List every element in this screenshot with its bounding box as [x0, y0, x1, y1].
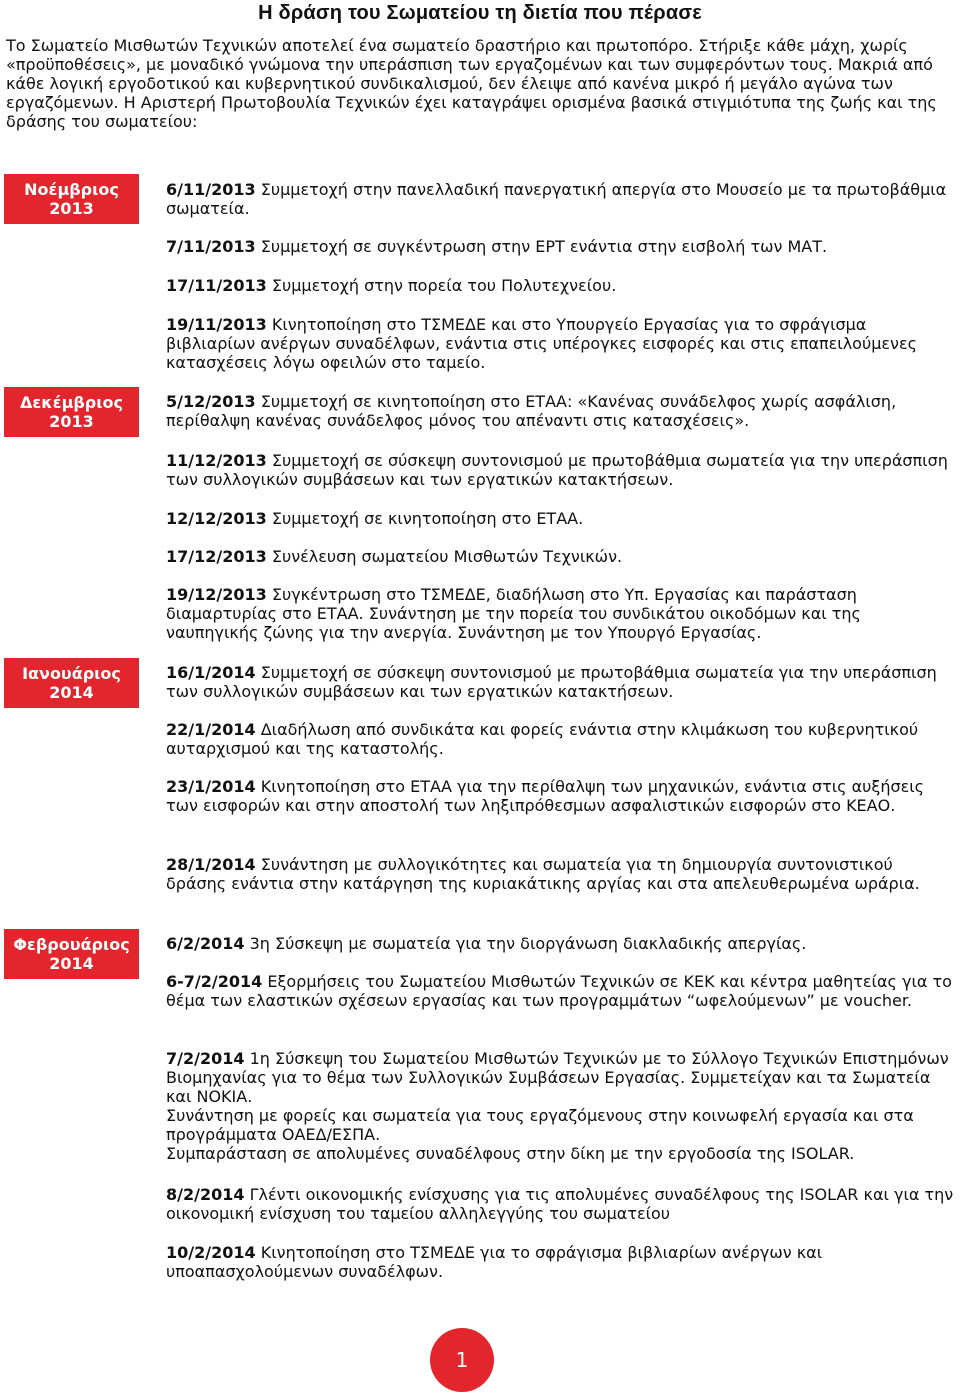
timeline-entry: [166, 855, 956, 893]
timeline-entry: [166, 1049, 956, 1163]
entry-text: Συμμετοχή σε κινητοποίηση στο ΕΤΑΑ.: [271, 509, 584, 528]
entry-date: 17/12/2013: [166, 547, 267, 566]
entry-date: 22/1/2014: [166, 720, 256, 739]
entry-text: Συγκέντρωση στο ΤΣΜΕΔΕ, διαδήλωση στο Υπ. Εργασίας και παράσταση διαμαρτυρίας στο ΕΤΑΑ. Συνάντηση με την πορεία του συνδικάτου οικοδόμων και της ναυπηγικής ζώνης για την ανεργία. Συνάντηση με τον Υπουργό Εργασίας.: [166, 585, 861, 642]
entry-date: 6/2/2014: [166, 934, 245, 953]
timeline-entry: [166, 585, 956, 642]
entry-text: Συμμετοχή στην πανελλαδική πανεργατική απεργία στο Μουσείο με τα πρωτοβάθμια σωματεία.: [166, 180, 947, 218]
month-year: 2013: [49, 412, 94, 431]
entry-date: 11/12/2013: [166, 451, 267, 470]
entry-date: 6/11/2013: [166, 180, 256, 199]
entry-date: 6-7/2/2014: [166, 972, 263, 991]
entry-text: Διαδήλωση από συνδικάτα και φορείς ενάντια στην κλιμάκωση του κυβερνητικού αυταρχισμού και της καταστολής.: [166, 720, 919, 758]
entry-date: 28/1/2014: [166, 855, 256, 874]
entry-text: Συμμετοχή σε σύσκεψη συντονισμού με πρωτοβάθμια σωματεία για την υπεράσπιση των συλλογικών συμβάσεων και των εργατικών κατακτήσεων.: [166, 663, 937, 701]
timeline-entry: [166, 1243, 956, 1281]
month-year: 2014: [49, 683, 94, 702]
timeline-entry: [166, 509, 956, 528]
entry-date: 8/2/2014: [166, 1185, 245, 1204]
entry-text: Συνάντηση με συλλογικότητες και σωματεία για τη δημιουργία συντονιστικού δράσης ενάντια στην κατάργηση της κυριακάτικης αργίας και στα απελευθερωμένα ωράρια.: [166, 855, 920, 893]
entry-text: Συμμετοχή σε σύσκεψη συντονισμού με πρωτοβάθμια σωματεία για την υπεράσπιση των συλλογικών συμβάσεων και των εργατικών κατακτήσεων.: [166, 451, 948, 489]
month-name: Δεκέμβριος: [20, 393, 123, 412]
entry-date: 19/11/2013: [166, 315, 267, 334]
entry-date: 7/11/2013: [166, 237, 256, 256]
entry-date: 19/12/2013: [166, 585, 267, 604]
entry-text: 1η Σύσκεψη του Σωματείου Μισθωτών Τεχνικών με το Σύλλογο Τεχνικών Επιστημόνων Βιομηχανίας για το θέμα των Συλλογικών Συμβάσεων Εργασίας. Συμμετείχαν και τα Σωματεία και ΝΟΚΙΑ.: [166, 1049, 949, 1106]
month-label-december-2013: [4, 387, 139, 437]
month-year: 2013: [49, 199, 94, 218]
entry-text: 3η Σύσκεψη με σωματεία για την διοργάνωση διακλαδικής απεργίας.: [249, 934, 807, 953]
page-title: Η δράση του Σωματείου τη διετία που πέρασε: [258, 2, 702, 24]
entry-text: Γλέντι οικονομικής ενίσχυσης για τις απολυμένες συναδέλφους της ISOLAR και για την οικονομική ενίσχυση του ταμείου αλληλεγγύης του σωματείου: [166, 1185, 954, 1223]
timeline-entry: [166, 934, 956, 953]
timeline-entry: [166, 180, 956, 218]
entry-text: Συμμετοχή σε συγκέντρωση στην ΕΡΤ ενάντια στην εισβολή των ΜΑΤ.: [260, 237, 828, 256]
entry-date: 12/12/2013: [166, 509, 267, 528]
entry-text: Εξορμήσεις του Σωματείου Μισθωτών Τεχνικών σε ΚΕΚ και κέντρα μαθητείας για το θέμα των ελαστικών σχέσεων εργασίας και των προγραμμάτων “ωφελούμενων” με voucher.: [166, 972, 952, 1010]
entry-date: 7/2/2014: [166, 1049, 245, 1068]
month-year: 2014: [49, 954, 94, 973]
entry-text: Συνέλευση σωματείου Μισθωτών Τεχνικών.: [271, 547, 623, 566]
timeline-entry: [166, 276, 956, 295]
timeline-entry: [166, 663, 956, 701]
month-name: Νοέμβριος: [24, 180, 119, 199]
timeline-entry: [166, 547, 956, 566]
timeline-entry: [166, 720, 956, 758]
month-label-january-2014: [4, 658, 139, 708]
entry-text: Κινητοποίηση στο ΤΣΜΕΔΕ και στο Υπουργείο Εργασίας για το σφράγισμα βιβλιαρίων ανέργων συναδέλφων, ενάντια στις υπέρογκες εισφορές και στις επαπειλούμενες κατασχέσεις λόγω οφειλών στο ταμείο.: [166, 315, 918, 372]
page-number: 1: [430, 1328, 494, 1392]
timeline-entry: [166, 451, 956, 489]
entry-text: Κινητοποίηση στο ΤΣΜΕΔΕ για το σφράγισμα βιβλιαρίων ανέργων και υποαπασχολούμενων συναδέλφων.: [166, 1243, 823, 1281]
entry-date: 10/2/2014: [166, 1243, 256, 1262]
entry-date: 17/11/2013: [166, 276, 267, 295]
month-name: Φεβρουάριος: [13, 935, 130, 954]
intro-paragraph: Το Σωματείο Μισθωτών Τεχνικών αποτελεί ένα σωματείο δραστήριο και πρωτοπόρο. Στήριξε κάθε μάχη, χωρίς «προϋποθέσεις», με μοναδικό γνώμονα την υπεράσπιση των εργαζομένων και των συμφερόντων τους. Μακριά από κάθε λογική εργοδοτικού και κυβερνητικού συνδικαλισμού, δεν έλειψε από κανένα μικρό ή μεγάλο αγώνα των εργαζόμενων. Η Αριστερή Πρωτοβουλία Τεχνικών έχει καταγράψει ορισμένα βασικά στιγμιότυπα της ζωής και της δράσης του σωματείου:: [6, 36, 937, 131]
entry-text: Συμμετοχή στην πορεία του Πολυτεχνείου.: [271, 276, 617, 295]
timeline-entry: [166, 392, 956, 430]
entry-date: 23/1/2014: [166, 777, 256, 796]
entry-text: Συμμετοχή σε κινητοποίηση στο ΕΤΑΑ: «Κανένας συνάδελφος χωρίς ασφάλιση, περίθαλψη κανένας συνάδελφος μόνος του απέναντι στις κατασχέσεις».: [166, 392, 897, 430]
timeline-entry: [166, 777, 956, 815]
entry-text: Κινητοποίηση στο ΕΤΑΑ για την περίθαλψη των μηχανικών, ενάντια στις αυξήσεις των εισφορών και στην αποστολή των ληξιπρόθεσμων ασφαλιστικών εισφορών στο ΚΕΑΟ.: [166, 777, 925, 815]
timeline-entry: [166, 237, 956, 256]
entry-text-extra: Συμπαράσταση σε απολυμένες συναδέλφους στην δίκη με την εργοδοσία της ISOLAR.: [166, 1144, 855, 1163]
timeline-entry: [166, 1185, 956, 1223]
timeline-entry: [166, 972, 956, 1010]
entry-text-extra: Συνάντηση με φορείς και σωματεία για τους εργαζόμενους στην κοινωφελή εργασία και στα προγράμματα ΟΑΕΔ/ΕΣΠΑ.: [166, 1106, 914, 1144]
entry-date: 16/1/2014: [166, 663, 256, 682]
timeline-entry: [166, 315, 956, 372]
entry-date: 5/12/2013: [166, 392, 256, 411]
month-label-november-2013: [4, 174, 139, 224]
month-label-february-2014: [4, 929, 139, 979]
month-name: Ιανουάριος: [22, 664, 121, 683]
